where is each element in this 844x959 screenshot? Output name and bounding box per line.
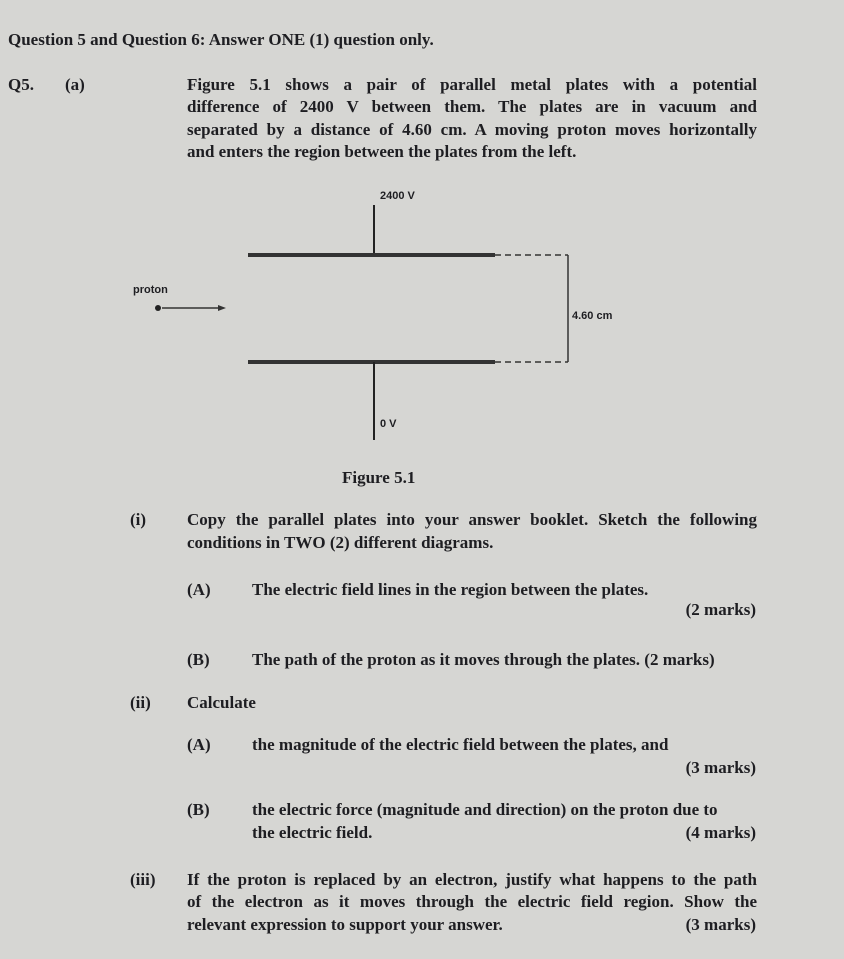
i-a-text: The electric field lines in the region between the plates. (252, 580, 649, 599)
intro-line: and enters the region between the plates from the left. (187, 142, 577, 161)
i-b-text: The path of the proton as it moves through the plates. (2 marks) (252, 650, 715, 669)
intro-line: Figure 5.1 shows a pair of parallel metal plates with a potential (187, 75, 757, 94)
i-a-marks: (2 marks) (685, 600, 756, 619)
part-iii-text: If the proton is replaced by an electron, justify what happens to the path (187, 870, 757, 889)
arrow-head-icon (218, 305, 226, 311)
part-ii-text: Calculate (187, 693, 256, 712)
ii-b-marks: (4 marks) (685, 823, 756, 842)
proton-dot (155, 305, 161, 311)
bottom-voltage: 0 V (380, 418, 397, 430)
part-i-text: conditions in TWO (2) different diagrams. (187, 533, 494, 552)
part-a-label: (a) (65, 75, 85, 94)
question-number: Q5. (8, 75, 34, 94)
heading: Question 5 and Question 6: Answer ONE (1) question only. (8, 30, 434, 49)
ii-a-marks: (3 marks) (685, 758, 756, 777)
ii-a-label: (A) (187, 735, 211, 754)
part-iii-text: relevant expression to support your answer. (187, 915, 503, 934)
part-iii-text: of the electron as it moves through the electric field region. Show the (187, 892, 757, 911)
ii-a-text: the magnitude of the electric field between the plates, and (252, 735, 669, 754)
intro-line: separated by a distance of 4.60 cm. A moving proton moves horizontally (187, 120, 757, 139)
part-iii-label: (iii) (130, 870, 156, 889)
ii-b-text: the electric force (magnitude and direction) on the proton due to (252, 800, 718, 819)
figure-caption: Figure 5.1 (342, 468, 416, 487)
i-a-label: (A) (187, 580, 211, 599)
intro-line: difference of 2400 V between them. The plates are in vacuum and (187, 97, 757, 116)
top-voltage: 2400 V (380, 190, 415, 202)
part-ii-label: (ii) (130, 693, 151, 712)
ii-b-label: (B) (187, 800, 210, 819)
proton-label: proton (133, 284, 168, 296)
part-i-text: Copy the parallel plates into your answer booklet. Sketch the following (187, 510, 757, 529)
iii-marks: (3 marks) (685, 915, 756, 934)
i-b-label: (B) (187, 650, 210, 669)
part-i-label: (i) (130, 510, 147, 529)
separation-label: 4.60 cm (572, 310, 613, 322)
ii-b-text: the electric field. (252, 823, 373, 842)
